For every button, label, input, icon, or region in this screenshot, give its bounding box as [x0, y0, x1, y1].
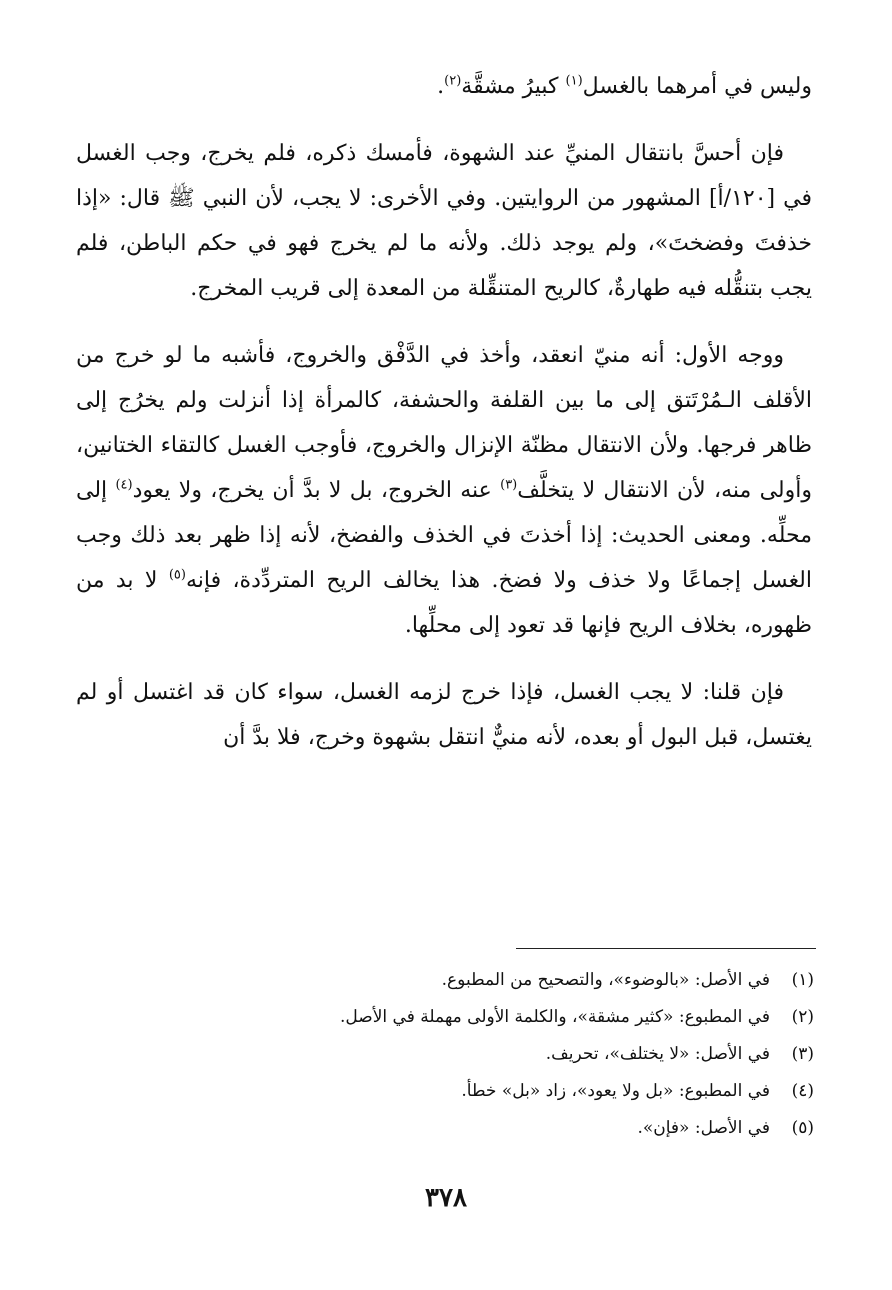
footnote-number: (٢)	[791, 1007, 814, 1027]
paragraph-2	[76, 131, 812, 311]
footnote-ref-3[interactable]: (٣)	[500, 477, 518, 493]
footnote-divider	[516, 948, 816, 949]
text-segment: فإن أحسَّ بانتقال المنيِّ عند الشهوة، فأمسك ذكره، فلم يخرج، وجب الغسل في [١٢٠/أ] المشهور من الروايتين. وفي الأخرى: لا يجب، لأن النبي ﷺ قال: «إذا خذفتَ وفضختَ»، ولم يوجد ذلك. ولأنه ما لم يخرج فهو في حكم الباطن، فلم يجب بتنقُّله فيه طهارةٌ، كالريح المتنقِّلة من المعدة إلى قريب المخرج.	[76, 141, 812, 301]
text-segment: فإن قلنا: لا يجب الغسل، فإذا خرج لزمه الغسل، سواء كان قد اغتسل أو لم يغتسل، قبل البول أو بعده، لأنه منيٌّ انتقل بشهوة وخرج، فلا بدَّ أن	[76, 680, 812, 750]
text-segment: وليس في أمرهما بالغسل	[582, 74, 812, 99]
footnote-ref-2[interactable]: (٢)	[444, 73, 462, 89]
footnote-item	[78, 1110, 814, 1147]
paragraph-4	[76, 670, 812, 760]
footnote-text: في الأصل: «بالوضوء»، والتصحيح من المطبوع.	[441, 970, 770, 990]
text-segment: ووجه الأول: أنه منيّ انعقد، وأخذ في الدَّفْق والخروج، فأشبه ما لو خرج من الأقلف الـمُرْتَتق إلى ما بين القلفة والحشفة، كالمرأة إذا أنزلت ولم يخرُج إلى ظاهر فرجها. ولأن الانتقال مظنّة الإنزال والخروج، فأوجب الغسل كالتقاء الختانين، وأولى منه، لأن الانتقال لا يتخلَّف	[76, 343, 812, 503]
footnote-ref-1[interactable]: (١)	[565, 73, 583, 89]
footnote-ref-5[interactable]: (٥)	[168, 567, 186, 583]
footnote-text: في الأصل: «لا يختلف»، تحريف.	[545, 1044, 770, 1064]
paragraph-1	[76, 64, 812, 109]
footnote-item	[78, 1073, 814, 1110]
footnote-text: في المطبوع: «كثير مشقة»، والكلمة الأولى مهملة في الأصل.	[340, 1007, 770, 1027]
text-segment: عنه الخروج، بل لا بدَّ أن يخرج، ولا يعود	[132, 478, 501, 503]
footnote-text: في الأصل: «فإن».	[637, 1118, 770, 1138]
page-number: ٣٧٨	[425, 1183, 467, 1213]
text-segment: .	[437, 74, 445, 99]
text-segment: كبيرُ مشقَّة	[461, 74, 566, 99]
footnote-number: (٤)	[791, 1081, 814, 1101]
footnote-number: (١)	[791, 970, 814, 990]
text-segment: إلى محلِّه. ومعنى الحديث: إذا أخذتَ في الخذف والفضخ، لأنه إذا ظهر بعد ذلك وجب الغسل إجماعًا ولا خذف ولا فضخ. هذا يخالف الريح المتردِّدة، فإنه	[76, 478, 812, 593]
text-segment: لا بد من ظهوره، بخلاف الريح فإنها قد تعود إلى محلِّها.	[76, 568, 812, 638]
footnote-text: في المطبوع: «بل ولا يعود»، زاد «بل» خطأ.	[461, 1081, 770, 1101]
footnote-item	[78, 962, 814, 999]
footnote-ref-4[interactable]: (٤)	[115, 477, 133, 493]
paragraph-3	[76, 333, 812, 648]
footnote-number: (٥)	[791, 1118, 814, 1138]
footnote-item	[78, 999, 814, 1036]
footnote-number: (٣)	[791, 1044, 814, 1064]
page-body	[76, 64, 812, 782]
footnotes	[78, 962, 814, 1147]
footnote-item	[78, 1036, 814, 1073]
